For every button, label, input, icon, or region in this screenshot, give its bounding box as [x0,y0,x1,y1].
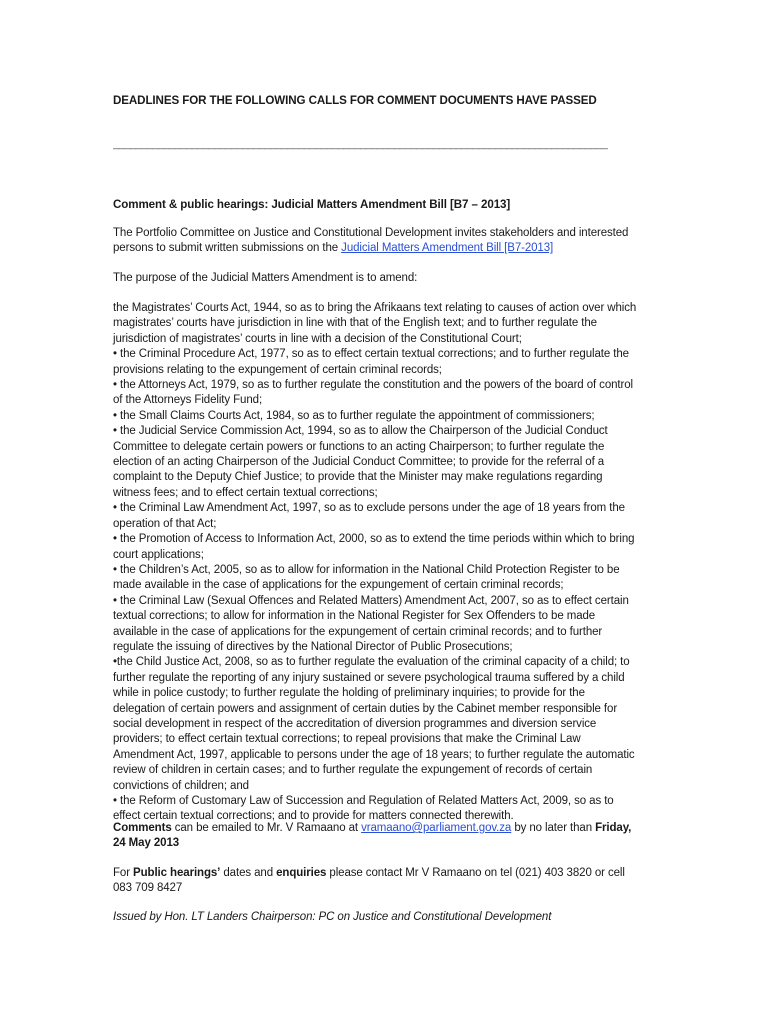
horizontal-rule: ________________________________________________________________________________________ [113,138,608,150]
hearings-line-1 [113,866,703,881]
hearings-text-3: please contact Mr V Ramaano on tel (021) 403 3820 or cell [326,867,625,879]
amendment-list-line: jurisdiction of magistrates’ courts in line with a decision of the Constitutional Court; [113,332,522,345]
amendment-list-line: Committee to delegate certain powers or functions to an acting Chairperson; to further regulate the [113,440,605,453]
comments-paragraph [113,821,703,852]
intro-line-1: The Portfolio Committee on Justice and Constitutional Development invites stakeholders and interested [113,227,629,239]
hearings-text-1: For [113,867,134,879]
amendment-list-line: • the Reform of Customary Law of Succession and Regulation of Related Matters Act, 2009, so as to [113,795,614,807]
amendment-list-line: complaint to the Deputy Chief Justice; to provide that the Minister may make regulations regarding [113,471,603,484]
amendment-list-line: •the Child Justice Act, 2008, so as to further regulate the evaluation of the criminal capacity of a child; to [113,656,630,669]
bill-link[interactable]: Judicial Matters Amendment Bill [B7-2013] [341,242,554,255]
amendment-list-line: social development in respect of the accreditation of diversion programmes and diversion service [113,717,597,730]
purpose-paragraph: The purpose of the Judicial Matters Amendment is to amend: [113,272,418,284]
issued-by-line: Issued by Hon. LT Landers Chairperson: PC on Justice and Constitutional Development [113,911,552,923]
cell-number: 083 709 8427 [113,882,183,895]
amendment-list-line: delegation of certain powers and assignment of certain duties by the Cabinet member responsible for [113,702,618,715]
amendment-list-line: • the Attorneys Act, 1979, so as to further regulate the constitution and the powers of the board of control [113,379,633,392]
amendment-list-line: available in the case of applications for the expungement of certain criminal records; and to further [113,625,603,638]
amendment-list-line: regulate the issuing of directives by the National Director of Public Prosecutions; [113,640,513,653]
comments-line-1 [113,821,703,836]
amendment-list-line: court applications; [113,548,204,561]
amendment-list-line: operation of that Act; [113,517,217,530]
hearings-paragraph [113,866,703,897]
amendment-list-line: • the Judicial Service Commission Act, 1994, so as to allow the Chairperson of the Judicial Conduct [113,425,608,438]
intro-text: persons to submit written submissions on the [113,242,342,255]
amendment-list-line: of the Attorneys Fidelity Fund; [113,394,263,407]
intro-paragraph [113,226,703,257]
email-link[interactable]: vramaano@parliament.gov.za [361,822,512,834]
amendment-list-line: • the Children’s Act, 2005, so as to allow for information in the National Child Protection Register to be [113,563,620,576]
amendment-list-line: witness fees; and to effect certain textual corrections; [113,486,378,499]
amendment-list-line: • the Small Claims Courts Act, 1984, so as to further regulate the appointment of commissioners; [113,409,595,422]
amendment-list-line: election of an acting Chairperson of the Judicial Conduct Committee; to provide for the referral of a [113,456,605,469]
amendment-list-line: • the Criminal Law Amendment Act, 1997, so as to exclude persons under the age of 18 years from the [113,502,625,515]
comments-text: can be emailed to Mr. V Ramaano at [171,822,362,834]
hearings-text-2: dates and [220,867,277,879]
deadline-text: by no later than [511,822,596,834]
amendment-list-line: textual corrections; to allow for information in the National Register for Sex Offenders to be made [113,610,596,623]
amendment-list-line: further regulate the reporting of any injury sustained or severe psychological trauma suffered by a child [113,671,625,684]
amendment-list-line: while in police custody; to further regulate the holding of preliminary inquiries; to provide for the [113,687,585,700]
amendment-list [113,301,703,825]
amendment-list-line: the Magistrates’ Courts Act, 1944, so as to bring the Afrikaans text relating to causes of action over which [113,302,637,314]
hearings-label: Public hearings’ [133,867,221,879]
deadline-day: Friday, [595,822,632,834]
intro-line-2 [113,241,703,256]
amendment-list-line: convictions of children; and [113,779,249,792]
amendment-list-line: effect certain textual corrections; and to provide for matters connected therewith. [113,810,514,823]
amendment-list-line: • the Promotion of Access to Information Act, 2000, so as to extend the time periods within which to bring [113,533,635,546]
amendment-list-line: • the Criminal Law (Sexual Offences and Related Matters) Amendment Act, 2007, so as to effect certain [113,594,629,607]
comments-label: Comments [113,822,172,834]
amendment-list-line: review of children in certain cases; and to further regulate the expungement of records of certain [113,764,593,777]
enquiries-label: enquiries [276,867,327,879]
amendment-list-line: • the Criminal Procedure Act, 1977, so as to effect certain textual corrections; and to further regulate the [113,348,629,361]
page-heading: DEADLINES FOR THE FOLLOWING CALLS FOR COMMENT DOCUMENTS HAVE PASSED [113,94,597,107]
amendment-list-line: providers; to effect certain textual corrections; to repeal provisions that make the Criminal Law [113,733,581,746]
amendment-list-line: magistrates’ courts have jurisdiction in line with that of the English text; and to further regulate the [113,317,597,330]
deadline-date: 24 May 2013 [113,837,180,850]
amendment-list-line: Amendment Act, 1997, applicable to persons under the age of 18 years; to further regulate the automatic [113,748,635,761]
amendment-list-line: provisions relating to the expungement of certain criminal records; [113,363,442,376]
amendment-list-line: made available in the case of applications for the expungement of certain criminal records; [113,579,564,592]
section-heading: Comment & public hearings: Judicial Matters Amendment Bill [B7 – 2013] [113,198,511,211]
